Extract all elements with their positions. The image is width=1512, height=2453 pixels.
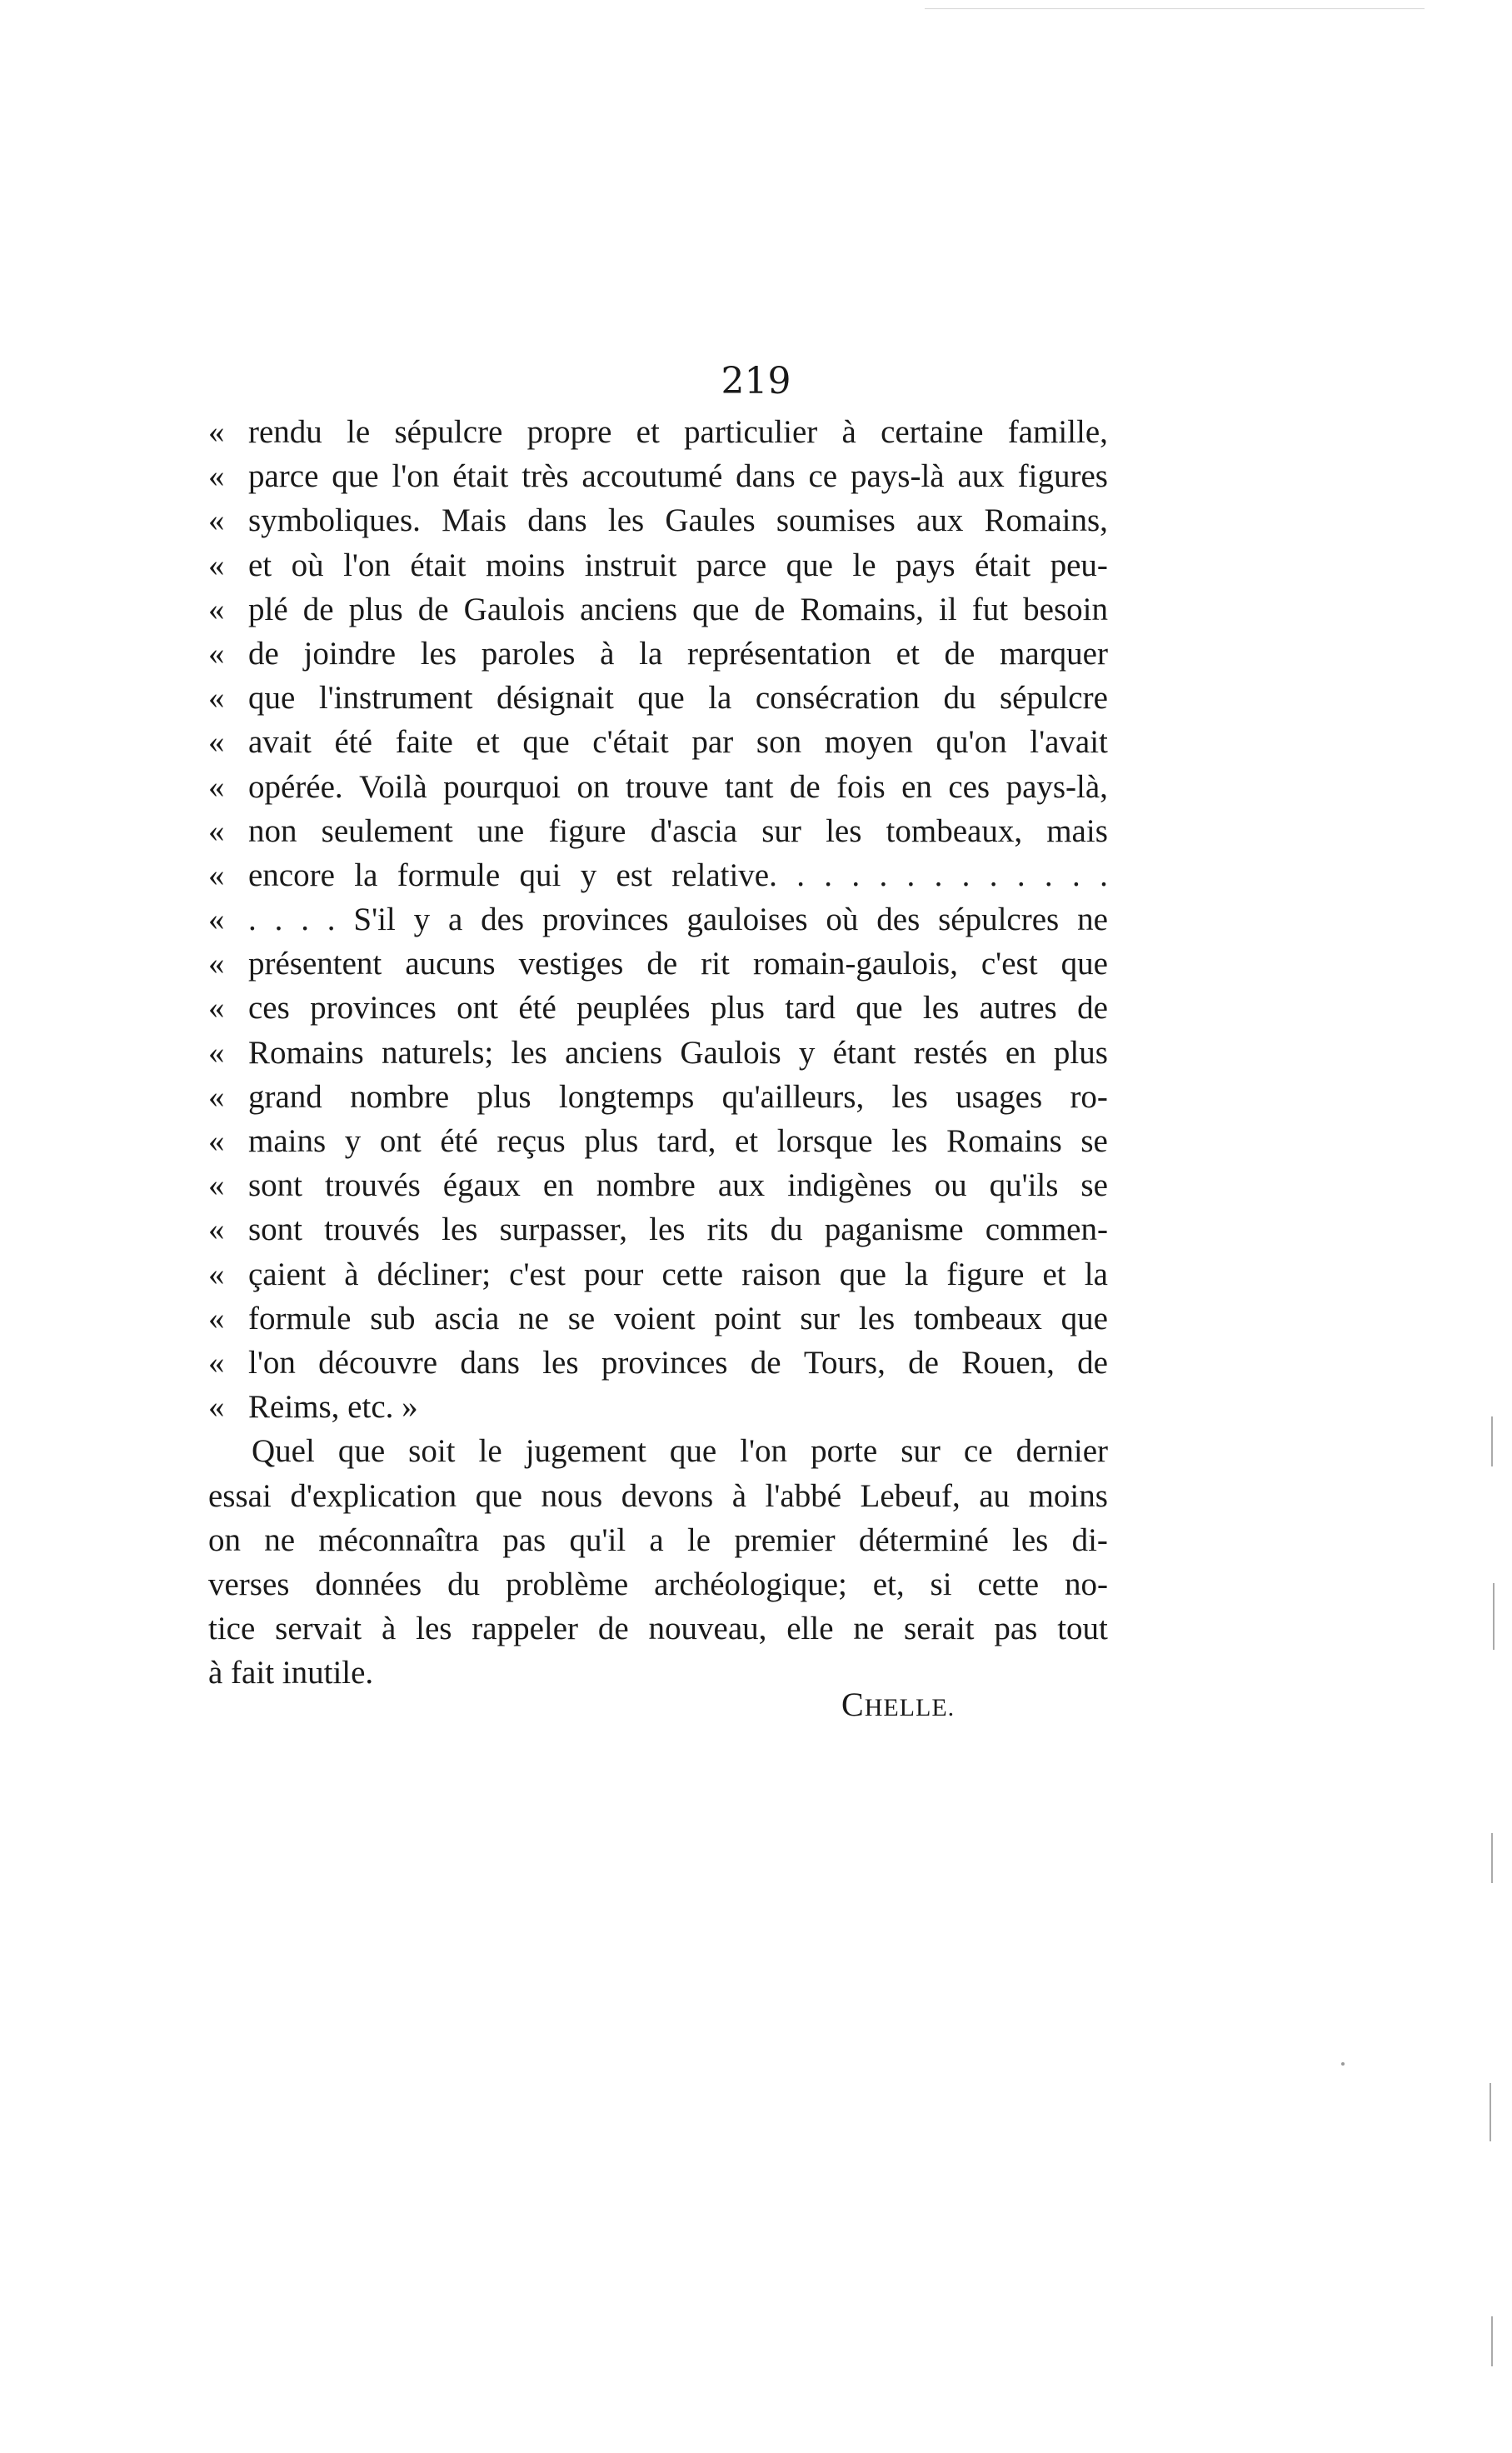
text-line [208,1341,1108,1385]
text-line [208,1518,1108,1562]
line-text: plé de plus de Gaulois anciens que de Romains, il fut besoin [248,591,1108,627]
quote-mark: « [208,1300,225,1336]
line-text: rendu le sépulcre propre et particulier à certaine famille, [248,414,1108,450]
scan-artifact [1341,2062,1345,2066]
quote-mark: « [208,857,225,893]
line-text: parce que l'on était très accoutumé dans ce pays-là aux figures [248,458,1108,495]
line-text: l'on découvre dans les provinces de Tours, de Rouen, de [248,1344,1108,1381]
quote-mark: « [208,591,225,627]
scan-artifact [1490,2083,1491,2141]
text-line [208,942,1108,986]
text-line [208,1562,1108,1606]
page-number: 219 [721,360,791,402]
line-text: présentent aucuns vestiges de rit romain-gaulois, c'est que [248,946,1108,982]
quote-mark: « [208,547,225,583]
line-text: à fait inutile. [208,1655,374,1691]
text-line [208,498,1108,542]
quote-mark: « [208,680,225,717]
line-text: Quel que soit le jugement que l'on porte sur ce dernier [252,1433,1108,1470]
text-line [208,1163,1108,1207]
line-text: et où l'on était moins instruit parce que le pays était peu- [248,547,1108,583]
text-line [208,1119,1108,1163]
quote-mark: « [208,1256,225,1292]
line-text: mains y ont été reçus plus tard, et lorsque les Romains se [248,1123,1108,1159]
text-line [208,720,1108,764]
line-text: encore la formule qui y est relative. . . . . . . . . . . . . [248,857,1108,893]
text-line [208,853,1108,897]
quote-mark: « [208,1389,225,1426]
quote-mark: « [208,812,225,849]
quote-mark: « [208,1034,225,1071]
quote-mark: « [208,902,225,938]
line-text: çaient à décliner; c'est pour cette raison que la figure et la [248,1256,1108,1292]
scan-artifact [1491,1833,1493,1883]
text-line [208,1075,1108,1119]
quote-mark: « [208,1123,225,1159]
line-text: non seulement une figure d'ascia sur les tombeaux, mais [248,812,1108,849]
line-text: que l'instrument désignait que la consécration du sépulcre [248,680,1108,717]
line-text: symboliques. Mais dans les Gaules soumises aux Romains, [248,502,1108,539]
text-line [208,410,1108,454]
text-line [208,1031,1108,1075]
text-line [208,632,1108,676]
quote-mark: « [208,724,225,761]
line-text: opérée. Voilà pourquoi on trouve tant de fois en ces pays-là, [248,768,1108,805]
text-line [208,765,1108,809]
line-text: on ne méconnaîtra pas qu'il a le premier déterminé les di- [208,1521,1108,1558]
text-line [208,1252,1108,1296]
scan-artifact [1491,1416,1493,1466]
author-signature [841,1685,955,1724]
quote-mark: « [208,502,225,539]
quote-mark: « [208,1212,225,1248]
quote-mark: « [208,635,225,672]
scan-artifact [1493,1583,1495,1650]
quote-mark: « [208,458,225,495]
quote-mark: « [208,990,225,1027]
line-text: essai d'explication que nous devons à l'abbé Lebeuf, au moins [208,1477,1108,1514]
line-text: Romains naturels; les anciens Gaulois y étant restés en plus [248,1034,1108,1071]
text-line [208,587,1108,632]
line-text: Reims, etc. » [248,1389,418,1426]
text-line [208,897,1108,942]
text-line [208,1651,1108,1695]
line-text: sont trouvés égaux en nombre aux indigènes ou qu'ils se [248,1167,1108,1204]
text-line [208,676,1108,720]
line-text: . . . . S'il y a des provinces gauloises où des sépulcres ne [248,902,1108,938]
line-text: tice servait à les rappeler de nouveau, elle ne serait pas tout [208,1611,1108,1647]
text-line [208,1606,1108,1651]
signature-rest: HELLE. [864,1694,956,1721]
text-line [208,454,1108,498]
quote-mark: « [208,1344,225,1381]
text-line [208,1207,1108,1251]
line-text: sont trouvés les surpasser, les rits du paganisme commen- [248,1212,1108,1248]
text-line [208,1429,1108,1473]
quote-mark: « [208,768,225,805]
text-line [208,1296,1108,1341]
text-line [208,986,1108,1030]
line-text: de joindre les paroles à la représentation et de marquer [248,635,1108,672]
line-text: avait été faite et que c'était par son moyen qu'on l'avait [248,724,1108,761]
text-line [208,1385,1108,1429]
quote-mark: « [208,946,225,982]
text-line [208,1474,1108,1518]
quote-mark: « [208,1167,225,1204]
signature-initial: C [841,1686,865,1723]
line-text: ces provinces ont été peuplées plus tard que les autres de [248,990,1108,1027]
scan-artifact [925,8,1425,9]
quote-mark: « [208,1078,225,1115]
quote-mark: « [208,414,225,450]
line-text: grand nombre plus longtemps qu'ailleurs, les usages ro- [248,1078,1108,1115]
line-text: verses données du problème archéologique; et, si cette no- [208,1566,1108,1602]
scan-artifact [1491,2316,1493,2366]
line-text: formule sub ascia ne se voient point sur les tombeaux que [248,1300,1108,1336]
text-line [208,809,1108,853]
body-text [208,410,1108,1695]
text-line [208,543,1108,587]
